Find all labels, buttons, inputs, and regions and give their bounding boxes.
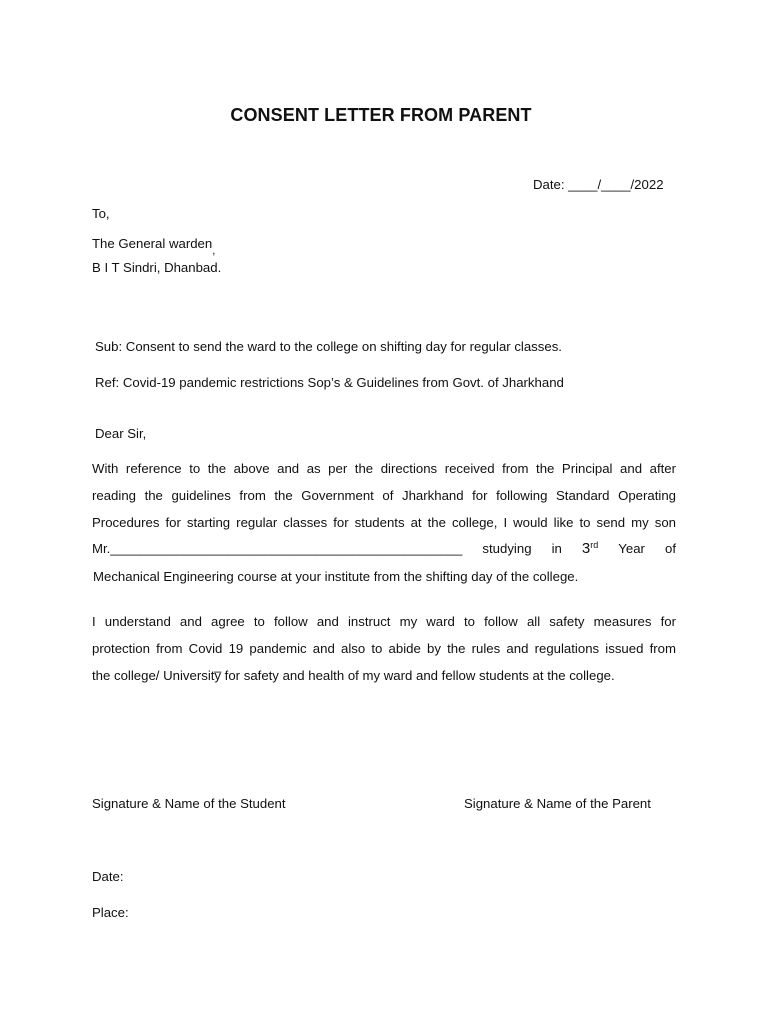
para2-line1: I understand and agree to follow and instruct my ward to follow all safety measures for: [92, 614, 676, 629]
signature-student-label: Signature & Name of the Student: [92, 796, 286, 811]
date-line: Date: ____/____/2022: [533, 177, 664, 192]
para1-line2: reading the guidelines from the Government of Jharkhand for following Standard Operating: [92, 488, 676, 503]
para1-line1: With reference to the above and as per the directions received from the Principal and after: [92, 461, 676, 476]
footer-place-label: Place:: [92, 905, 129, 920]
para1-line3: Procedures for starting regular classes for students at the college, I would like to send my son: [92, 515, 676, 530]
recipient-line-1: [92, 236, 216, 257]
recipient-comma: ,: [212, 245, 216, 257]
para2-line2: protection from Covid 19 pandemic and also to abide by the rules and regulations issued from: [92, 641, 676, 656]
para1-line5: Mechanical Engineering course at your institute from the shifting day of the college.: [93, 569, 579, 584]
recipient-name: The General warden: [92, 236, 213, 251]
recipient-line-2: B I T Sindri, Dhanbad.: [92, 260, 222, 275]
para2-line3: the college/ University̅ for safety and health of my ward and fellow students at the college.: [92, 668, 615, 683]
letter-title: CONSENT LETTER FROM PARENT: [230, 105, 532, 125]
studying-word: studying: [482, 541, 532, 556]
subject-line: Sub: Consent to send the ward to the college on shifting day for regular classes.: [95, 339, 562, 354]
salutation: Dear Sir,: [95, 426, 147, 441]
son-name-blank: Mr.________________________________________________: [92, 541, 463, 556]
of-word: of: [665, 541, 676, 556]
para1-line4: [92, 541, 676, 557]
reference-line: Ref: Covid-19 pandemic restrictions Sop’s & Guidelines from Govt. of Jharkhand: [95, 375, 564, 390]
year-digit: 3: [581, 540, 591, 557]
year-suffix: rd: [590, 540, 599, 550]
signature-parent-label: Signature & Name of the Parent: [464, 796, 651, 811]
footer-date-label: Date:: [92, 869, 124, 884]
year-word: Year: [618, 541, 645, 556]
in-word: in: [551, 541, 562, 556]
to-line: To,: [92, 206, 110, 221]
year-number: [582, 541, 598, 557]
